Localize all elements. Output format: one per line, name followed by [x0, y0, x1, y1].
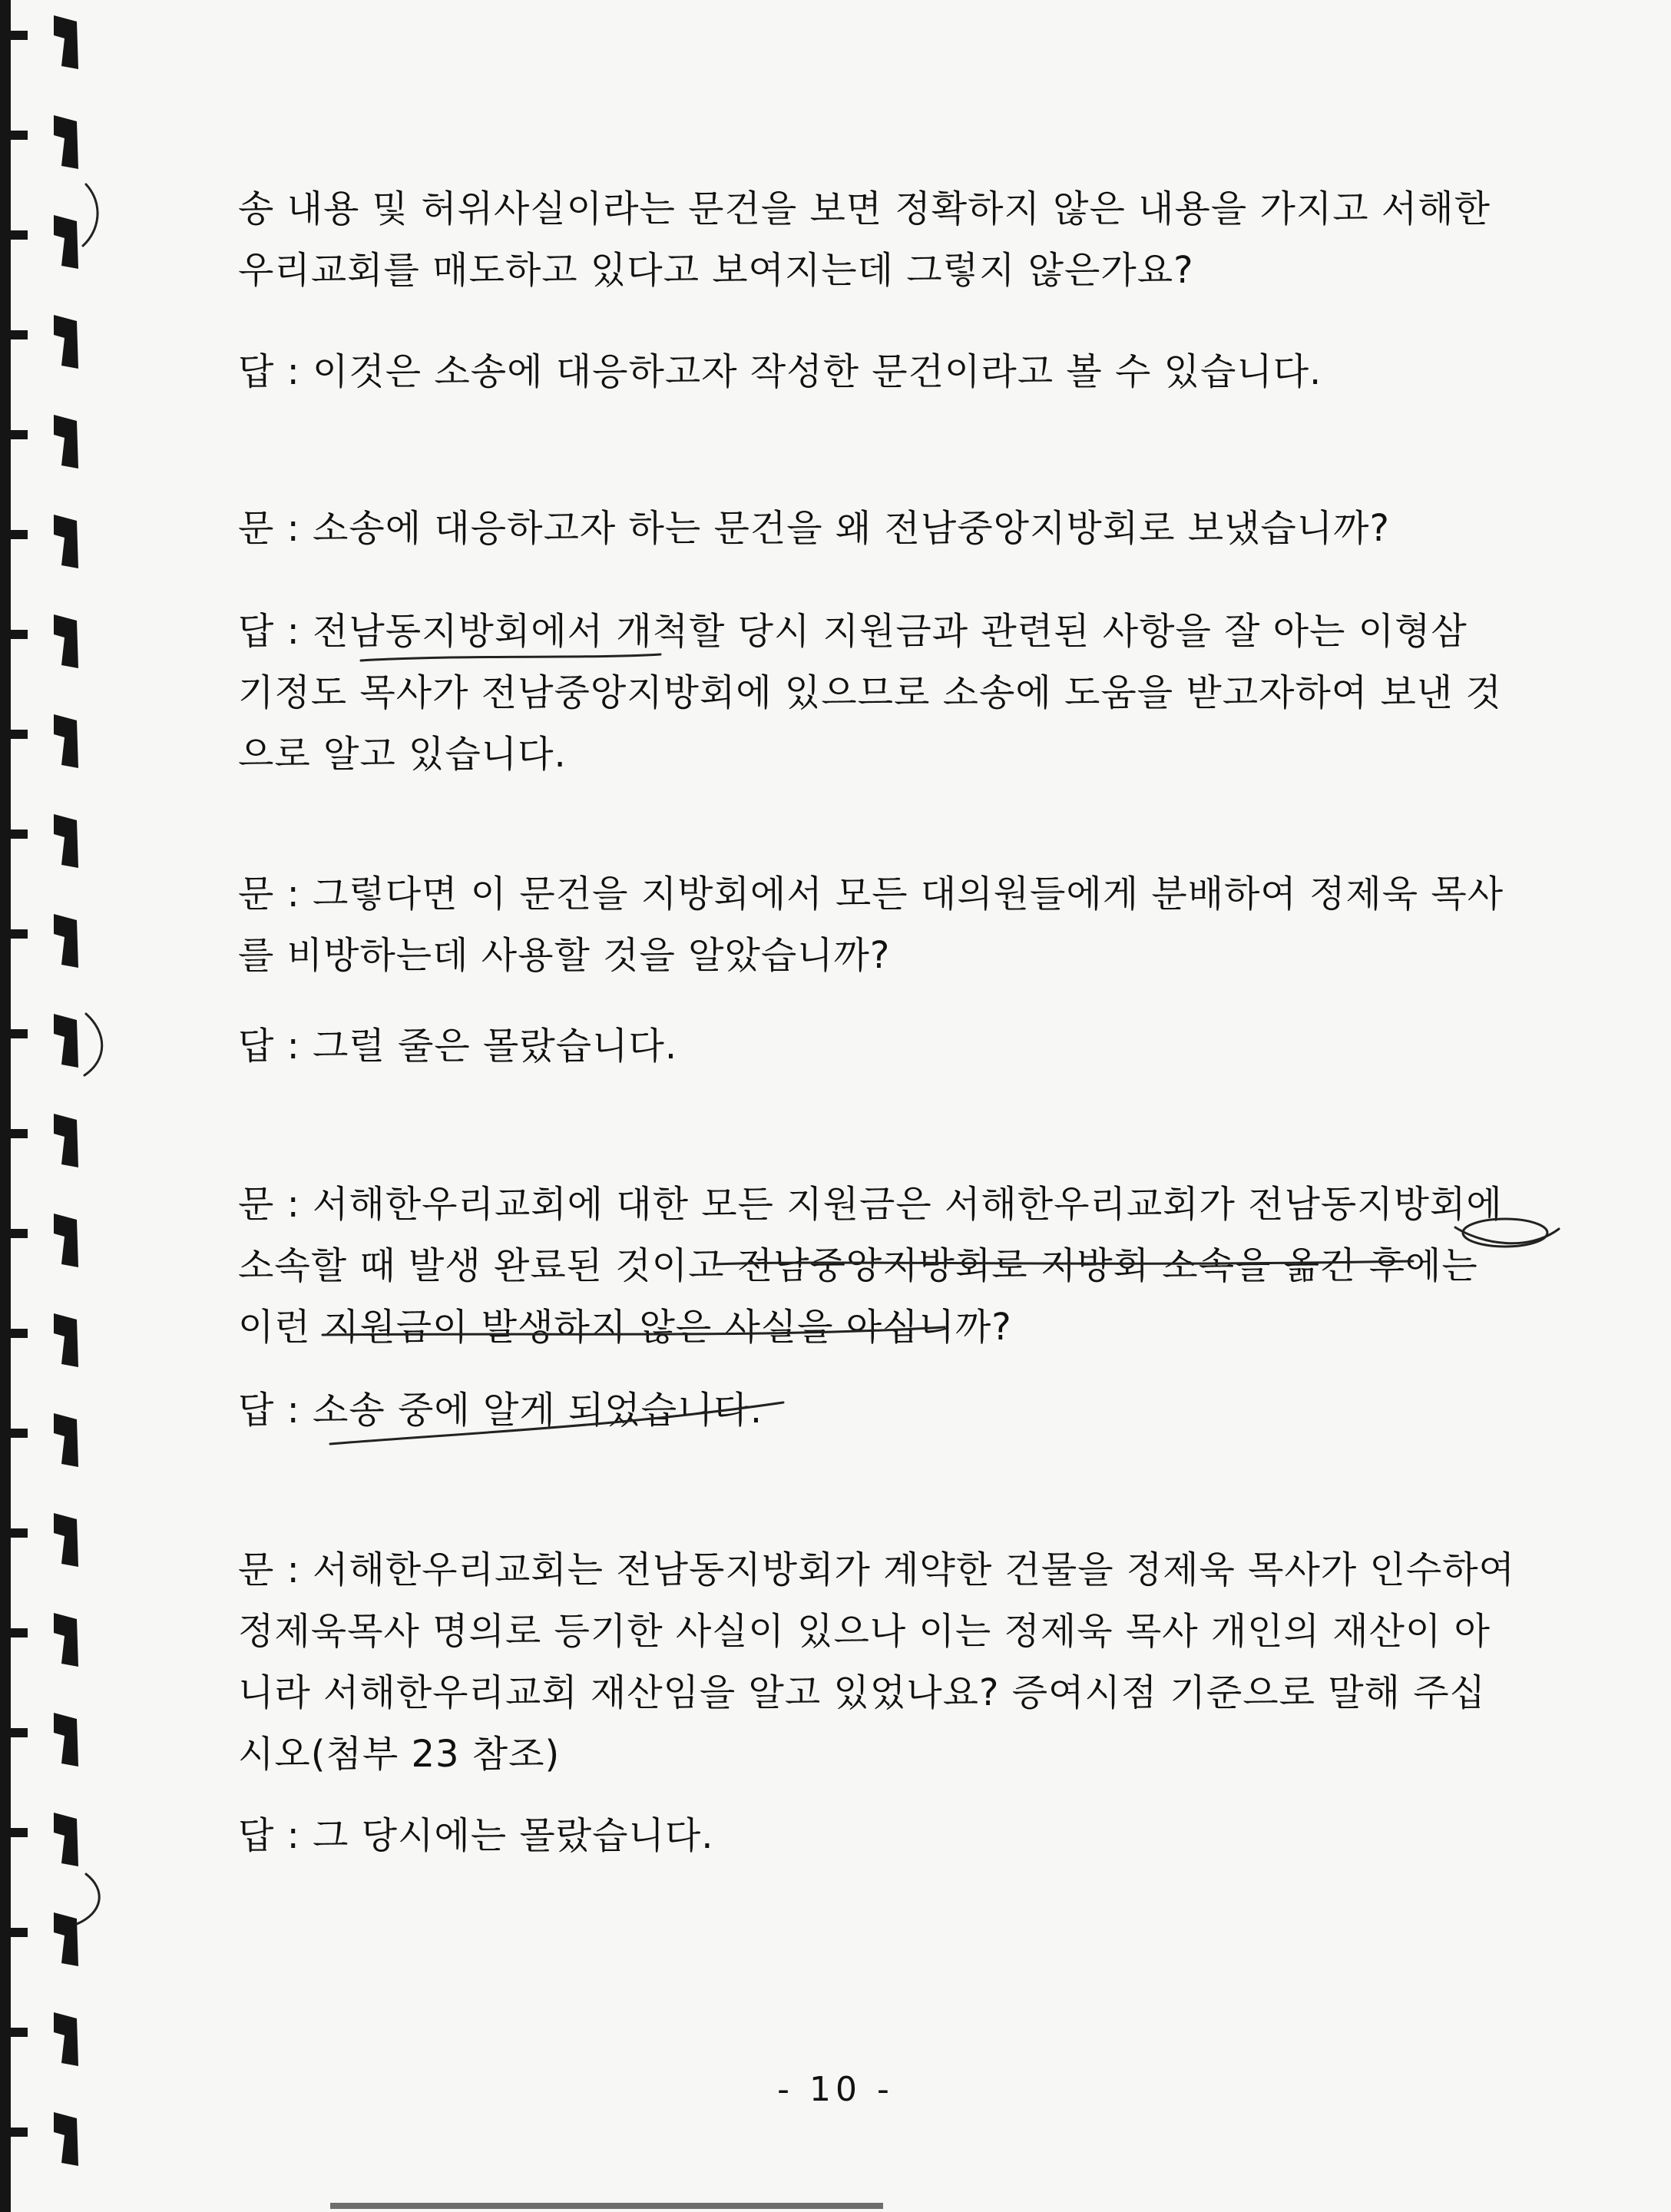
binding-hole [11, 131, 28, 140]
text-line: 답 : 전남동지방회에서 개척할 당시 지원금과 관련된 사항을 잘 아는 이형삼 [238, 610, 1468, 653]
paragraph-answer-1 [238, 341, 1436, 402]
text-line: 니라 서해한우리교회 재산임을 알고 있었나요? 증여시점 기준으로 말해 주십 [238, 1671, 1486, 1714]
binding-ring [54, 1214, 78, 1267]
paragraph-answer-5 [238, 1805, 1436, 1866]
text-line: 송 내용 및 허위사실이라는 문건을 보면 정확하지 않은 내용을 가지고 서해한 [238, 187, 1491, 230]
binding-ring [54, 1613, 78, 1667]
paragraph-question-5 [238, 1539, 1516, 1785]
paragraph-question-continued [238, 178, 1491, 301]
binding-hole [11, 2028, 28, 2037]
binding-hole [11, 1129, 28, 1138]
binding-ring [54, 614, 78, 668]
binding-ring [54, 1713, 78, 1767]
binding-ring [54, 315, 78, 369]
page-number: - 10 - [777, 2070, 894, 2109]
text-line: 를 비방하는데 사용할 것을 알았습니까? [238, 934, 891, 977]
binding-ring [54, 1813, 78, 1866]
text-line: 이런 지원금이 발생하지 않은 사실을 아십니까? [238, 1306, 1012, 1349]
text-line: 문 : 서해한우리교회에 대한 모든 지원금은 서해한우리교회가 전남동지방회에 [238, 1183, 1503, 1226]
binding-hole [11, 1928, 28, 1937]
binding-ring [54, 115, 78, 169]
paragraph-answer-2 [238, 601, 1502, 785]
text-line: 정제욱목사 명의로 등기한 사실이 있으나 이는 정제욱 목사 개인의 재산이 아 [238, 1610, 1491, 1653]
binding-hole [11, 1329, 28, 1338]
binding-hole [11, 1528, 28, 1538]
binding-hole [11, 31, 28, 40]
binding-hole [11, 929, 28, 939]
binding-ring [54, 714, 78, 768]
binding-hole [11, 630, 28, 639]
paragraph-answer-3 [238, 1015, 1436, 1077]
binding-hole [11, 830, 28, 839]
binding-hole [11, 1229, 28, 1238]
binding-hole [11, 1828, 28, 1837]
binding-ring [54, 1513, 78, 1567]
binding-ring [54, 1014, 78, 1068]
binding-hole [11, 2128, 28, 2137]
text-line: 답 : 소송 중에 알게 되었습니다. [238, 1389, 763, 1432]
binding-ring [54, 15, 78, 69]
text-line: 우리교회를 매도하고 있다고 보여지는데 그렇지 않은가요? [238, 249, 1194, 292]
binding-hole [11, 1429, 28, 1438]
binding-hole [11, 230, 28, 240]
binding-ring [54, 1912, 78, 1966]
paragraph-question-4 [238, 1174, 1503, 1358]
binding-ring [54, 2012, 78, 2066]
binding-ring [54, 515, 78, 568]
text-line: 문 : 소송에 대응하고자 하는 문건을 왜 전남중앙지방회로 보냈습니까? [238, 507, 1391, 550]
binding-ring [54, 215, 78, 269]
binding-ring [54, 2112, 78, 2166]
binding-hole [11, 430, 28, 439]
text-line: 으로 알고 있습니다. [238, 733, 567, 776]
pen-margin-mark [1455, 1227, 1559, 1243]
binding-hole [11, 530, 28, 539]
binding-ring [54, 914, 78, 968]
binding-hole [11, 330, 28, 339]
paragraph-question-2 [238, 498, 1436, 559]
binding-ring [54, 1313, 78, 1367]
binding-ring [54, 1413, 78, 1467]
text-line: 답 : 그럴 줄은 몰랐습니다. [238, 1025, 678, 1068]
spiral-binding [0, 0, 115, 2212]
binding-hole [11, 730, 28, 739]
text-line: 문 : 그렇다면 이 문건을 지방회에서 모든 대의원들에게 분배하여 정제욱 목사 [238, 873, 1504, 916]
binding-ring [54, 415, 78, 469]
binding-ring [54, 1114, 78, 1167]
text-line: 시오(첨부 23 참조) [238, 1733, 561, 1776]
text-line: 기정도 목사가 전남중앙지방회에 있으므로 소송에 도움을 받고자하여 보낸 것 [238, 671, 1502, 714]
paragraph-question-3 [238, 863, 1504, 986]
paragraph-answer-4 [238, 1379, 1436, 1441]
binding-hole [11, 1628, 28, 1637]
binding-hole [11, 1728, 28, 1737]
text-line: 답 : 이것은 소송에 대응하고자 작성한 문건이라고 볼 수 있습니다. [238, 350, 1322, 393]
text-line: 소속할 때 발생 완료된 것이고 전남중앙지방회로 지방회 소속을 옮긴 후에는 [238, 1244, 1478, 1287]
text-line: 답 : 그 당시에는 몰랐습니다. [238, 1814, 714, 1857]
text-line: 문 : 서해한우리교회는 전남동지방회가 계약한 건물을 정제욱 목사가 인수하여 [238, 1548, 1516, 1591]
binding-hole [11, 1029, 28, 1038]
binding-ring [54, 814, 78, 868]
